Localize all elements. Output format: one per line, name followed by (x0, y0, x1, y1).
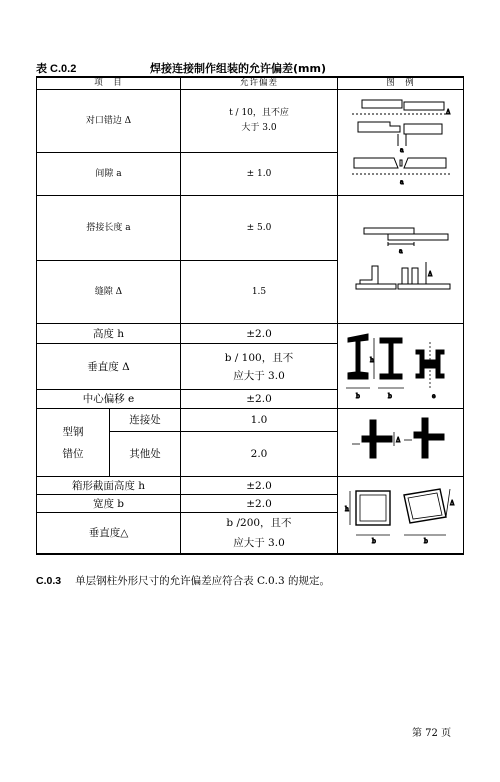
item-center-offset: 中心偏移 e (82, 393, 135, 405)
tolerance-other: 2.0 (250, 448, 268, 460)
tolerance-line: 应大于 3.0 (233, 369, 285, 382)
figure-label: h (345, 506, 349, 513)
t-section-figure (342, 412, 458, 472)
figure-label: e (432, 393, 436, 400)
tolerance-seam-gap: 1.5 (251, 286, 267, 297)
figure-label: b (424, 538, 428, 545)
clause-text: 单层钢柱外形尺寸的允许偏差应符合表 C.0.3 的规定。 (75, 575, 330, 587)
figure-label: a (400, 179, 404, 186)
tolerance-box-height: ±2.0 (246, 479, 272, 492)
header-item: 项 目 (94, 77, 123, 88)
i-section-figure (342, 328, 458, 406)
figure-label: a (400, 147, 404, 154)
item-misalignment: 对口错边 Δ (85, 115, 132, 126)
clause-number: C.0.3 (36, 575, 62, 587)
tolerance-line: b / 100，且不 (224, 351, 294, 364)
item-width: 宽度 b (92, 497, 125, 510)
tolerance-gap: ± 1.0 (246, 168, 272, 179)
tolerance-lap-length: ± 5.0 (246, 222, 272, 233)
tolerance-height: ±2.0 (246, 327, 272, 340)
table-number: 表 C.0.2 (36, 63, 77, 75)
tolerance-line: b /200，且不 (226, 517, 292, 529)
figure-label: Δ (450, 500, 455, 507)
item-other: 其他处 (129, 448, 161, 460)
item-box-height: 箱形截面高度 h (71, 479, 146, 492)
figure-label: b (356, 393, 360, 400)
item-perpendicularity: 垂直度 Δ (87, 360, 130, 373)
tolerance-box-perpendicularity (181, 513, 337, 553)
butt-joint-figure (342, 94, 458, 192)
group-label: 型钢 (62, 425, 84, 438)
item-height: 高度 h (92, 327, 125, 340)
tolerance-perpendicularity (181, 344, 337, 389)
figure-label: Δ (446, 109, 451, 116)
figure-label: Δ (396, 437, 401, 444)
table-title: 焊接连接制作组装的允许偏差(mm) (150, 62, 326, 75)
table-right-border (463, 76, 464, 554)
tolerance-misalignment (181, 90, 337, 152)
tolerance-width: ±2.0 (246, 497, 272, 510)
figure-label: Δ (428, 271, 433, 278)
item-box-perpendicularity: 垂直度△ (88, 527, 129, 539)
tolerance-center-offset: ±2.0 (246, 393, 272, 405)
tolerance-line: 大于 3.0 (241, 123, 277, 133)
header-tolerance: 允许偏差 (239, 77, 278, 88)
table-bottom-rule (36, 553, 464, 555)
item-gap: 间隙 a (95, 168, 122, 179)
item-joint: 连接处 (129, 414, 161, 426)
figure-label: b (372, 538, 376, 545)
tolerance-line: t / 10，且不应 (229, 108, 289, 118)
table-caption (36, 60, 466, 76)
lap-joint-figure (342, 222, 458, 294)
tolerance-line: 应大于 3.0 (233, 537, 285, 549)
item-seam-gap: 缝隙 Δ (94, 286, 123, 297)
figure-label: h (370, 357, 374, 364)
tolerance-joint: 1.0 (250, 414, 268, 426)
figure-label: a (399, 248, 403, 255)
clause-paragraph (36, 573, 476, 588)
col-divider-2 (337, 76, 338, 554)
item-section-misalign (37, 409, 109, 476)
box-section-figure (342, 481, 458, 551)
group-label: 错位 (62, 447, 84, 460)
figure-label: b (388, 393, 392, 400)
page-number: 第 72 页 (412, 728, 452, 739)
item-lap-length: 搭接长度 a (86, 222, 131, 233)
header-figure: 图 例 (386, 77, 415, 88)
